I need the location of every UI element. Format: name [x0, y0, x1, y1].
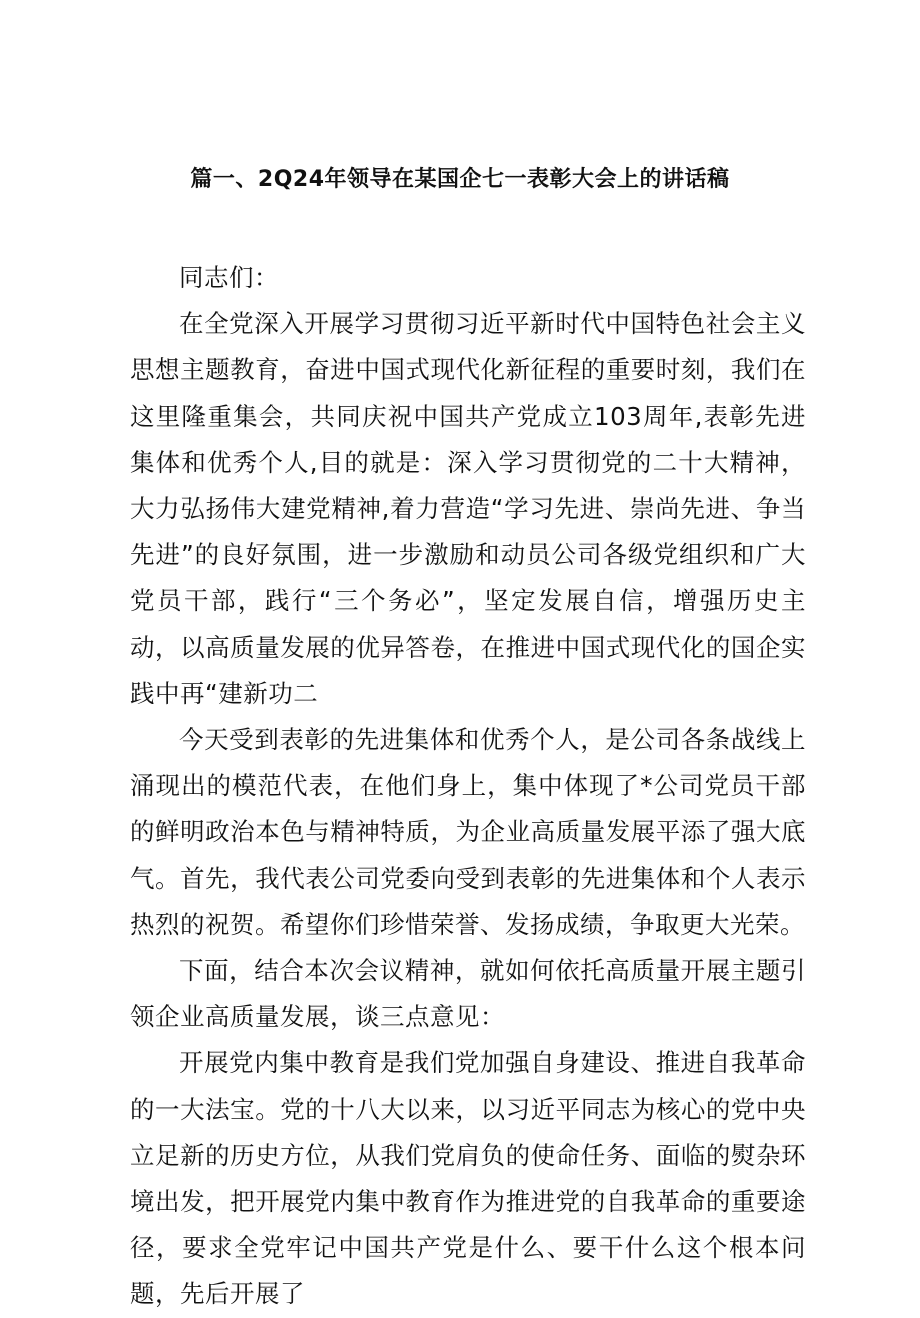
document-title: 篇一、2Q24年领导在某国企七一表彰大会上的讲话稿 — [190, 167, 730, 192]
paragraph-2: 今天受到表彰的先进集体和优秀个人，是公司各条战线上涌现出的模范代表，在他们身上，集中体现了*公司党员干部的鲜明政治本色与精神特质，为企业高质量发展平添了强大底气。首先，我代表公司党委向受到表彰的先进集体和个人表示热烈的祝贺。希望你们珍惜荣誉、发扬成绩，争取更大光荣。 — [130, 725, 806, 939]
salutation: 同志们： — [179, 263, 279, 292]
paragraph-1: 在全党深入开展学习贯彻习近平新时代中国特色社会主义思想主题教育，奋进中国式现代化新征程的重要时刻，我们在这里隆重集会，共同庆祝中国共产党成立103周年,表彰先进集体和优秀个人,目的就是：深入学习贯彻党的二十大精神，大力弘扬伟大建党精神,着力营造“学习先进、崇尚先进、争当先进”的良好氛围，进一步激励和动员公司各级党组织和广大党员干部，践行“三个务必”，坚定发展自信，增强历史主动，以高质量发展的优异答卷，在推进中国式现代化的国企实践中再“建新功二 — [130, 309, 806, 708]
paragraph-4: 开展党内集中教育是我们党加强自身建设、推进自我革命的一大法宝。党的十八大以来，以习近平同志为核心的党中央立足新的历史方位，从我们党肩负的使命任务、面临的熨杂环境出发，把开展党内集中教育作为推进党的自我革命的重要途径，要求全党牢记中国共产党是什么、要干什么这个根本问题，先后开展了 — [130, 1048, 806, 1309]
document-body — [130, 255, 806, 1318]
paragraph-3: 下面，结合本次会议精神，就如何依托高质量开展主题引领企业高质量发展，谈三点意见： — [130, 956, 806, 1032]
